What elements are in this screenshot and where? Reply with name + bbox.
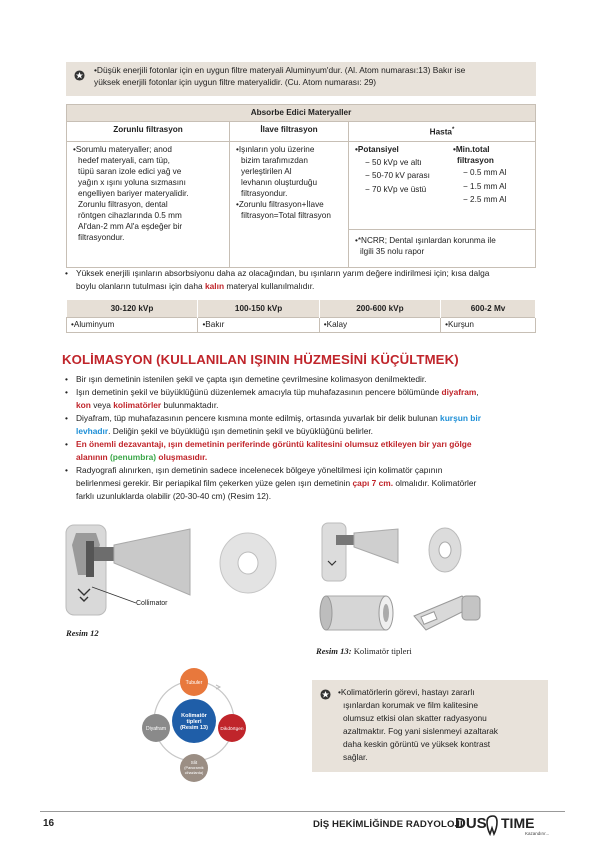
filter-header: 30-120 kVp xyxy=(67,300,198,317)
col-ilave-body xyxy=(230,141,349,267)
node-top-label: Tubuler xyxy=(185,680,203,686)
bullet-red: diyafram xyxy=(441,387,477,398)
bullet-red: kolimatörler xyxy=(113,400,162,411)
list-item xyxy=(64,438,542,464)
bottom-note-line: sağlar. xyxy=(343,752,368,763)
bottom-note-line: daha keskin görüntü ve yüksek kontrast xyxy=(343,739,491,750)
ncrr-line: ilgili 35 nolu rapor xyxy=(360,246,425,256)
center-label-1: Kolimatör xyxy=(181,713,207,719)
zorunlu-line: Al'dan-2 mm Al'a eşdeğer bir xyxy=(78,222,183,232)
zorunlu-line: hedef materyali, cam tüp, xyxy=(78,155,170,165)
absorb-table xyxy=(66,104,536,268)
filter-cell: •Kalay xyxy=(319,317,440,332)
logo-right-text: TIME xyxy=(501,815,535,831)
col-ilave-title: İlave filtrasyon xyxy=(230,122,349,142)
col-zorunlu-title: Zorunlu filtrasyon xyxy=(67,122,230,142)
bullet-text: veya xyxy=(90,400,114,411)
bullet-text: Bir ışın demetinin istenilen şekil ve çapta ışın demetine çevrilmesine kolimasyon denilmektedir. xyxy=(76,374,427,384)
figure12-caption xyxy=(66,628,99,640)
bottom-note-line: olumsuz etkisi olan skatter radyasyonu xyxy=(343,713,487,724)
collimator-types-diagram xyxy=(128,655,260,787)
zorunlu-line: Zorunlu filtrasyon, dental xyxy=(78,200,168,210)
zorunlu-line: röntgen cihazlarında 0.5 mm xyxy=(78,211,182,221)
diaphragm-disc-illustration xyxy=(215,530,281,596)
star-icon xyxy=(320,689,331,700)
figure13-caption-bold: Resim 13: xyxy=(316,646,352,656)
zorunlu-line: tüpü saran izole edici yağ ve xyxy=(78,166,182,176)
top-note-line: •Düşük enerjili fotonlar için en uygun filtre materyali Aluminyum'dur. (Al. Atom numarası:13) Bakır ise xyxy=(94,65,466,75)
bottom-note-text xyxy=(338,686,538,764)
bullet-text: Işın demetinin şekil ve büyüklüğünü düzenlemek amacıyla tüp muhafazasının pencere bölümünde xyxy=(76,387,442,398)
ilave-line: filtrasyon=Total filtrasyon xyxy=(241,211,331,221)
bullet-text: belirlenmesi gerekir. Bir periapikal film çekerken yüze gelen ışın demetinin xyxy=(76,478,353,489)
collimator-illustration xyxy=(58,515,198,627)
col-hasta-title-text: Hasta xyxy=(429,127,452,137)
cylindrical-cone-illustration xyxy=(318,588,398,638)
bullet-red: alanının xyxy=(76,452,110,463)
filter-cell: •Kurşun xyxy=(441,317,536,332)
bullet-text: farklı uzunluklarda olabilir (20-30-40 cm) (Resim 12). xyxy=(76,491,272,502)
top-note-text xyxy=(94,65,534,89)
bullet-red: çapı 7 cm. xyxy=(352,478,394,489)
filter-table xyxy=(66,300,536,333)
node-bottom-label-1: Slit xyxy=(190,760,198,765)
col-hasta-mark: * xyxy=(451,127,455,133)
potential-title: •Potansiyel xyxy=(355,144,399,154)
filter-header: 200-600 kVp xyxy=(319,300,440,317)
zorunlu-line: filtrasyondur. xyxy=(78,233,125,243)
bottom-note-line: azaltmaktır. Fog yani sislenmeyi azaltarak xyxy=(343,726,498,737)
ncrr-cell xyxy=(349,229,536,267)
bullet-red: oluşmasıdır. xyxy=(156,452,208,463)
figure12-caption-text: Resim 12 xyxy=(66,628,99,638)
figure13-caption-text: Kolimatör tipleri xyxy=(351,646,412,656)
potential-block xyxy=(355,144,453,206)
rectangular-collimator-illustration xyxy=(408,588,488,638)
ilave-line: filtrasyondur. xyxy=(241,188,288,198)
potential-item: − 70 kVp ve üstü xyxy=(365,184,427,194)
bullet-text: Diyafram, tüp muhafazasının pencere kısmına monte edilmiş, ortasında yuvarlak bir delik bulunan xyxy=(76,413,441,424)
center-label-2: tipleri xyxy=(186,719,202,725)
ncrr-line: •*NCRR; Dental ışınlardan korunma ile xyxy=(355,235,496,245)
kolimasyon-bullet-list xyxy=(64,373,542,503)
collimator-label: Collimator xyxy=(136,600,168,607)
mid-bullet-text: materyal kullanılmalıdır. xyxy=(224,281,315,292)
list-item xyxy=(64,373,542,386)
node-bottom-label-2: (Panoramik xyxy=(184,766,204,770)
list-item xyxy=(64,464,542,503)
list-item xyxy=(64,412,542,438)
tube-collimator-illustration xyxy=(316,517,402,587)
tooth-icon xyxy=(487,816,497,834)
bullet-red: En önemli dezavantajı, ışın demetinin periferinde görüntü kalitesini olumsuz etkileyen bir yarı gölge xyxy=(76,439,472,450)
min-item: − 1.5 mm Al xyxy=(463,181,507,191)
filter-header: 100-150 kVp xyxy=(198,300,319,317)
mid-bullet-red: kalın xyxy=(204,281,225,292)
section-title: KOLİMASYON (KULLANILAN IŞININ HÜZMESİNİ KÜÇÜLTMEK) xyxy=(62,352,459,367)
ilave-line: •Zorunlu filtrasyon+İlave xyxy=(236,200,324,210)
zorunlu-line: yağın x ışını yoluna sızmasını xyxy=(78,177,186,187)
mid-bullet-list xyxy=(64,267,542,293)
bullet-text: , xyxy=(476,387,479,398)
potential-item: − 50-70 kV parası xyxy=(365,171,430,181)
dustime-logo xyxy=(455,810,555,836)
ilave-line: levhanın oluşturduğu xyxy=(241,177,318,187)
node-left-label: Diyafram xyxy=(145,726,167,732)
node-right-label: Dikdörtgen xyxy=(220,727,244,732)
top-note-line: yüksek enerjili fotonlar için uygun filtre materyalidir. (Cu. Atom numarası: 29) xyxy=(94,76,377,87)
col-hasta-title xyxy=(349,122,536,142)
bullet-blue: levhadır xyxy=(76,426,109,437)
col-zorunlu-body xyxy=(67,141,230,267)
round-diaphragm-illustration xyxy=(425,525,465,575)
page-number: 16 xyxy=(43,818,55,829)
ilave-line: bizim tarafımızdan xyxy=(241,155,308,165)
node-bottom-label-3: cihazlarda) xyxy=(184,771,204,775)
bottom-note-line: •Kolimatörlerin görevi, hastayı zararlı xyxy=(338,687,475,697)
star-icon xyxy=(74,70,85,81)
potential-item: − 50 kVp ve altı xyxy=(365,158,422,168)
filter-header: 600-2 Mv xyxy=(441,300,536,317)
bullet-text: olmalıdır. Kolimatörler xyxy=(393,478,477,489)
list-item xyxy=(64,386,542,412)
min-title: •Min.total xyxy=(453,144,490,154)
ilave-line: •Işınların yolu üzerine xyxy=(236,144,315,154)
col-hasta-body xyxy=(349,141,536,229)
footer-title: DİŞ HEKİMLİĞİNDE RADYOLOJİ xyxy=(313,819,463,830)
filter-cell: •Bakır xyxy=(198,317,319,332)
ilave-line: yerleştirilen Al xyxy=(241,166,292,176)
bullet-text: . Deliğin şekil ve büyüklüğü ışın demetinin şekil ve büyüklüğünü belirler. xyxy=(108,426,374,437)
filter-cell: •Aluminyum xyxy=(67,317,198,332)
center-label-3: (Resim 13) xyxy=(180,725,208,731)
absorb-table-header: Absorbe Edici Materyaller xyxy=(67,105,536,122)
zorunlu-line: engelliyen bariyer materyalidir. xyxy=(78,188,189,198)
mid-bullet-text: boylu olanların tutulması için daha xyxy=(76,281,205,292)
logo-left-text: DUS xyxy=(455,815,487,832)
min-title: filtrasyon xyxy=(457,156,494,166)
min-filtration-block xyxy=(453,144,506,206)
bullet-red: kon xyxy=(76,400,91,411)
bullet-text: bulunmaktadır. xyxy=(161,400,219,411)
bullet-blue: kurşun bir xyxy=(440,413,481,424)
mid-bullet-line: Yüksek enerjili ışınların absorbsiyonu daha az olacağından, bu ışınların yarım değere indirilmesi için; kısa dalga xyxy=(76,268,490,278)
figure13-caption xyxy=(316,646,412,658)
bullet-text: Radyografi alınırken, ışın demetinin sadece incelenecek bölgeye yöneltilmesi için kolimatör çapının xyxy=(76,465,443,476)
min-item: − 2.5 mm Al xyxy=(463,194,507,204)
bottom-note-line: ışınlardan korumak ve film kalitesine xyxy=(343,700,478,711)
bullet-green: (penumbra) xyxy=(109,452,157,463)
logo-sub-text: Kazandırır... xyxy=(525,831,550,836)
min-item: − 0.5 mm Al xyxy=(463,168,507,178)
zorunlu-line: •Sorumlu materyaller; anod xyxy=(73,144,172,154)
list-item xyxy=(64,267,542,293)
